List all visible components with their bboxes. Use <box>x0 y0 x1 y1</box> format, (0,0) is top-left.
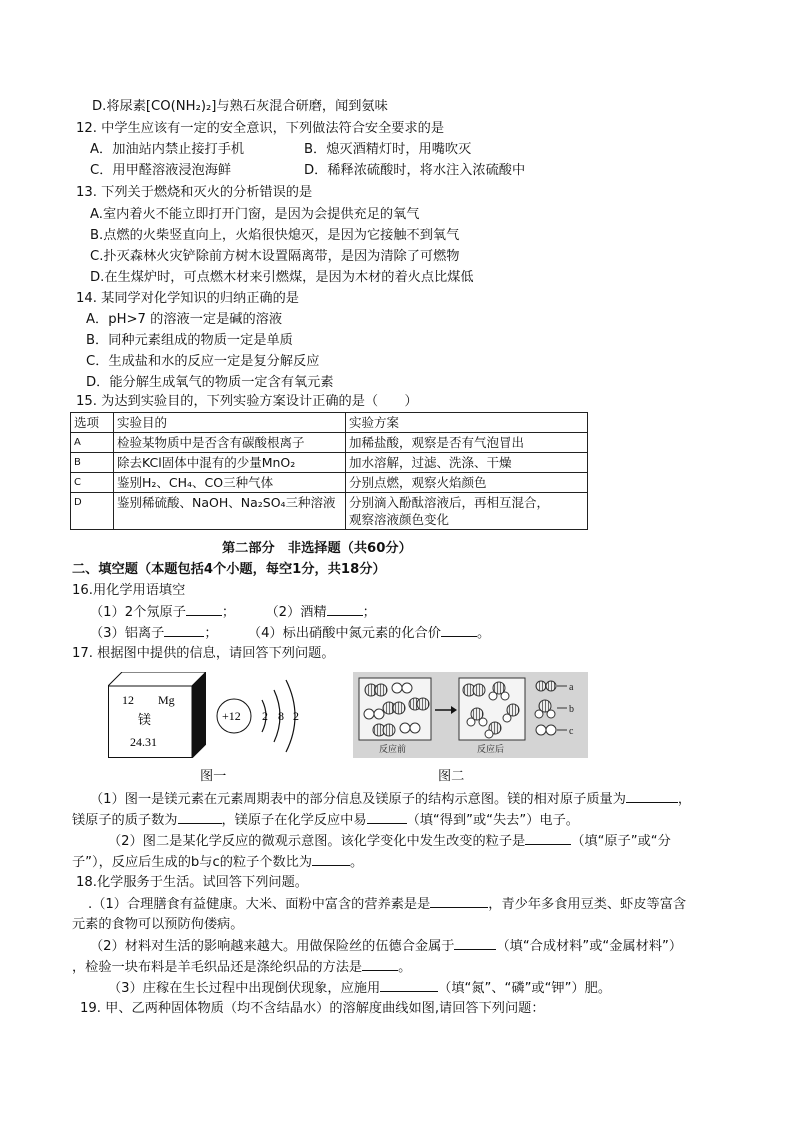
q16-item1: （1）2个氖原子 <box>90 605 186 620</box>
q16-item3: （3）铝离子 <box>90 626 165 641</box>
q14-option-c: C．生成盐和水的反应一定是复分解反应 <box>86 354 320 369</box>
q16-end: 。 <box>476 626 491 641</box>
q18-p2a: （2）材料对生活的影响越来越大。用做保险丝的伍德合金属于 <box>90 939 455 954</box>
q17-p1b-end: （填“得到”或“失去”）电子。 <box>406 813 579 828</box>
q17-p2b: 子”），反应后生成的b与c的粒子个数比为 <box>72 855 313 870</box>
shell-2-electrons: 8 <box>278 709 284 723</box>
q13-option-d: D.在生煤炉时，可点燃木材来引燃煤，是因为木材的着火点比煤低 <box>90 270 474 285</box>
q15-table <box>70 412 588 530</box>
mg-atom-structure <box>212 672 332 760</box>
reaction-micro-diagram <box>353 672 588 758</box>
q17-p1a: （1）图一是镁元素在元素周期表中的部分信息及镁原子的结构示意图。镁的相对原子质量为 <box>90 792 626 807</box>
row-option: C <box>71 473 114 493</box>
answer-blank[interactable] <box>380 979 438 992</box>
q13-option-a: A.室内着火不能立即打开门窗，是因为会提供充足的氧气 <box>90 207 420 222</box>
q15-stem: 15. 为达到实验目的，下列实验方案设计正确的是（ ） <box>76 394 418 409</box>
table-row <box>71 453 588 473</box>
after-label: 反应后 <box>477 745 505 755</box>
answer-blank[interactable] <box>626 790 678 803</box>
q16-sep: ； <box>221 605 236 620</box>
legend-b: b <box>569 704 574 715</box>
q18-stem: 18.化学服务于生活。试回答下列问题。 <box>76 875 308 890</box>
q16-line2 <box>90 624 490 643</box>
q17-stem: 17. 根据图中提供的信息，请回答下列问题。 <box>72 646 335 661</box>
fig2-caption: 图二 <box>438 769 465 784</box>
q18-p3a-end: （填“氮”、“磷”或“钾”）肥。 <box>438 981 612 996</box>
answer-blank[interactable] <box>367 811 407 824</box>
section-title: 二、填空题（本题包括4个小题，每空1分，共18分） <box>72 562 386 577</box>
q14-option-d: D．能分解生成氧气的物质一定含有氧元素 <box>86 375 334 390</box>
header-plan: 实验方案 <box>346 413 588 433</box>
row-option: D <box>71 493 114 530</box>
q18-p2b: ，检验一块布料是羊毛织品还是涤纶织品的方法是 <box>72 960 363 975</box>
legend-c: c <box>569 726 574 737</box>
q14-stem: 14. 某同学对化学知识的归纳正确的是 <box>76 291 299 306</box>
q17-p2-line2 <box>72 853 363 872</box>
q16-sep: ； <box>204 626 218 641</box>
q12-option-b: B．熄灭酒精灯时，用嘴吹灭 <box>304 142 472 157</box>
row-goal: 鉴别稀硫酸、NaOH、Na₂SO₄三种溶液 <box>114 493 346 530</box>
legend-molecules <box>535 681 556 735</box>
table-header-row <box>71 413 588 433</box>
q18-p1-line2: 元素的食物可以预防佝偻病。 <box>72 917 244 932</box>
answer-blank[interactable] <box>525 832 571 845</box>
q17-p1-line1 <box>90 790 691 809</box>
q16-sep: ； <box>362 605 376 620</box>
table-row <box>71 493 588 530</box>
q16-item2: （2）酒精 <box>265 605 327 620</box>
answer-blank[interactable] <box>441 624 477 637</box>
q19-stem: 19. 甲、乙两种固体物质（均不含结晶水）的溶解度曲线如图,请回答下列问题： <box>80 1001 545 1016</box>
fig1-caption: 图一 <box>200 769 227 784</box>
q13-stem: 13. 下列关于燃烧和灭火的分析错误的是 <box>76 185 313 200</box>
atomic-number: 12 <box>122 693 134 707</box>
shell-1-electrons: 2 <box>262 709 268 723</box>
q17-p2b-end: 。 <box>350 855 364 870</box>
row-goal: 鉴别H₂、CH₄、CO三种气体 <box>114 473 346 493</box>
q11-option-d: D.将尿素[CO(NH₂)₂]与熟石灰混合研磨，闻到氨味 <box>92 99 388 114</box>
header-option: 选项 <box>71 413 114 433</box>
q16-item4: （4）标出硝酸中氮元素的化合价 <box>247 626 441 641</box>
answer-blank[interactable] <box>430 895 488 908</box>
q18-p2-line1 <box>90 937 682 956</box>
element-name: 镁 <box>138 713 152 728</box>
row-plan-line1: 分别滴入酚酞溶液后，再相互混合， <box>349 495 550 510</box>
q18-p3a: （3）庄稼在生长过程中出现倒伏现象，应施用 <box>108 981 381 996</box>
before-label: 反应前 <box>379 745 407 755</box>
shell-3-electrons: 2 <box>293 709 299 723</box>
q13-option-b: B.点燃的火柴竖直向上，火焰很快熄灭，是因为它接触不到氧气 <box>90 228 460 243</box>
row-plan <box>346 493 588 530</box>
answer-blank[interactable] <box>312 853 350 866</box>
q14-option-a: A．pH>7 的溶液一定是碱的溶液 <box>86 312 283 327</box>
row-goal: 检验某物质中是否含有碳酸根离子 <box>114 433 346 453</box>
q18-p2a-end: （填“合成材料”或“金属材料”） <box>496 939 683 954</box>
q12-option-c: C．用甲醛溶液浸泡海鲜 <box>90 163 232 178</box>
q18-p3 <box>108 979 611 998</box>
q12-stem: 12. 中学生应该有一定的安全意识，下列做法符合安全要求的是 <box>76 121 445 136</box>
row-plan: 加水溶解，过滤、洗涤、干燥 <box>346 453 588 473</box>
q14-option-b: B．同种元素组成的物质一定是单质 <box>86 333 293 348</box>
answer-blank[interactable] <box>327 603 363 616</box>
row-option: A <box>71 433 114 453</box>
q18-p2-line2 <box>72 958 411 977</box>
legend-a: a <box>569 682 574 693</box>
row-plan: 加稀盐酸，观察是否有气泡冒出 <box>346 433 588 453</box>
q16-stem: 16.用化学用语填空 <box>72 583 186 598</box>
answer-blank[interactable] <box>186 603 222 616</box>
arrow-icon <box>451 706 457 714</box>
table-row <box>71 433 588 453</box>
q17-p1b-mid: ，镁原子在化学反应中易 <box>221 813 367 828</box>
q18-p1-line1 <box>88 895 686 914</box>
answer-blank[interactable] <box>164 624 204 637</box>
atomic-mass: 24.31 <box>130 735 157 749</box>
row-option: B <box>71 453 114 473</box>
q18-p2b-end: 。 <box>398 960 412 975</box>
q13-option-c: C.扑灭森林火灾铲除前方树木设置隔离带，是因为清除了可燃物 <box>90 249 460 264</box>
q17-p1a-end: ， <box>677 792 692 807</box>
nucleus-charge: +12 <box>222 709 241 723</box>
q17-p2a: （2）图二是某化学反应的微观示意图。该化学变化中发生改变的粒子是 <box>108 834 526 849</box>
part2-title: 第二部分 非选择题（共60分） <box>222 541 412 556</box>
q12-option-d: D．稀释浓硫酸时，将水注入浓硫酸中 <box>304 163 526 178</box>
row-goal: 除去KCl固体中混有的少量MnO₂ <box>114 453 346 473</box>
answer-blank[interactable] <box>362 958 398 971</box>
element-cell-mg <box>108 672 206 758</box>
q18-p1a: .（1）合理膳食有益健康。大米、面粉中富含的营养素是是 <box>88 897 431 912</box>
q17-p1b: 镁原子的质子数为 <box>72 813 178 828</box>
element-symbol: Mg <box>158 693 175 707</box>
header-goal: 实验目的 <box>114 413 346 433</box>
q17-p2a-end: （填“原子”或“分 <box>571 834 671 849</box>
row-plan: 分别点燃，观察火焰颜色 <box>346 473 588 493</box>
q18-p1a-end: ，青少年多食用豆类、虾皮等富含 <box>488 897 687 912</box>
q16-line1 <box>90 603 376 622</box>
answer-blank[interactable] <box>178 811 222 824</box>
q17-p1-line2 <box>72 811 579 830</box>
row-plan-line2: 观察溶液颜色变化 <box>349 512 450 527</box>
table-row <box>71 473 588 493</box>
answer-blank[interactable] <box>454 937 496 950</box>
q12-option-a: A．加油站内禁止接打手机 <box>90 142 245 157</box>
q17-p2-line1 <box>108 832 671 851</box>
